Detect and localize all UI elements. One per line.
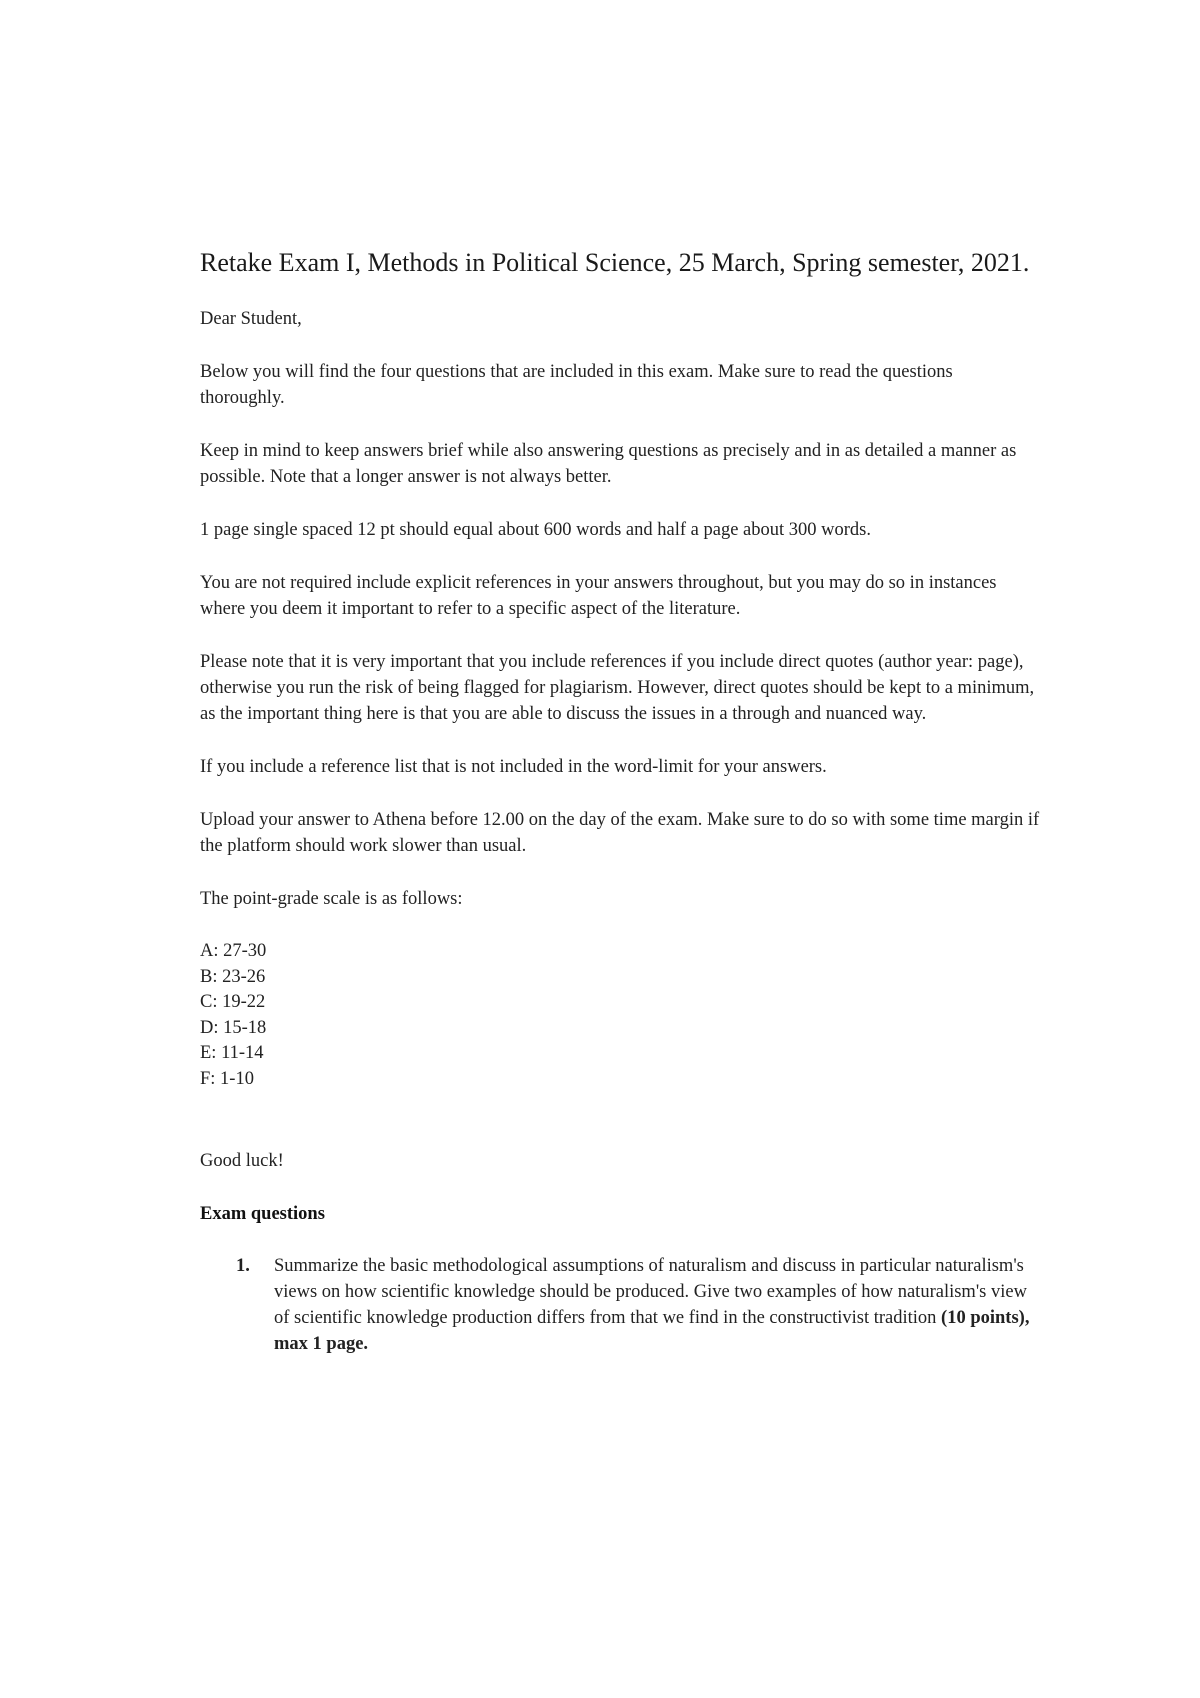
greeting: Dear Student, <box>200 309 302 329</box>
question-text: Summarize the basic methodological assumptions of naturalism and discuss in particular naturalism's views on how scientific knowledge should be produced. Give two examples of how naturalism's view of scientific knowledge production differs from that we find in the constructivist tradition <box>274 1256 1027 1328</box>
grade-item: B: 23-26 <box>200 966 266 987</box>
grade-item: E: 11-14 <box>200 1043 264 1063</box>
instruction-paragraph: If you include a reference list that is not included in the word-limit for your answers. <box>200 757 827 777</box>
questions-list <box>200 1253 1040 1357</box>
question-number: 1. <box>236 1256 250 1276</box>
question-item <box>200 1253 1040 1357</box>
instruction-paragraph: Upload your answer to Athena before 12.00 on the day of the exam. Make sure to do so with some time margin if the platform should work slower than usual. <box>200 810 1040 856</box>
grade-item: C: 19-22 <box>200 992 266 1012</box>
instruction-paragraph: You are not required include explicit references in your answers throughout, but you may do so in instances where you deem it important to refer to a specific aspect of the literature. <box>200 573 997 619</box>
instruction-paragraph: 1 page single spaced 12 pt should equal about 600 words and half a page about 300 words. <box>200 520 871 540</box>
grade-scale-intro: The point-grade scale is as follows: <box>200 889 463 909</box>
grade-item: D: 15-18 <box>200 1017 267 1038</box>
question-points: (10 points), max 1 page. <box>274 1308 1030 1354</box>
page-title: Retake Exam I, Methods in Political Science, 25 March, Spring semester, 2021. <box>200 248 1030 277</box>
questions-heading: Exam questions <box>200 1204 325 1224</box>
grade-scale-list <box>200 939 1040 1092</box>
instruction-paragraph: Below you will find the four questions that are included in this exam. Make sure to read the questions thoroughly. <box>200 362 953 408</box>
exam-document <box>200 246 1040 1357</box>
instruction-paragraph: Keep in mind to keep answers brief while also answering questions as precisely and in as detailed a manner as possible. Note that a longer answer is not always better. <box>200 441 1017 487</box>
grade-item: A: 27-30 <box>200 941 267 961</box>
instruction-paragraph: Please note that it is very important that you include references if you include direct quotes (author year: page), otherwise you run the risk of being flagged for plagiarism. However, direct quotes should be kept to a minimum, as the important thing here is that you are able to discuss the issues in a through and nuanced way. <box>200 652 1035 724</box>
grade-item: F: 1-10 <box>200 1068 254 1089</box>
closing-text: Good luck! <box>200 1151 284 1171</box>
